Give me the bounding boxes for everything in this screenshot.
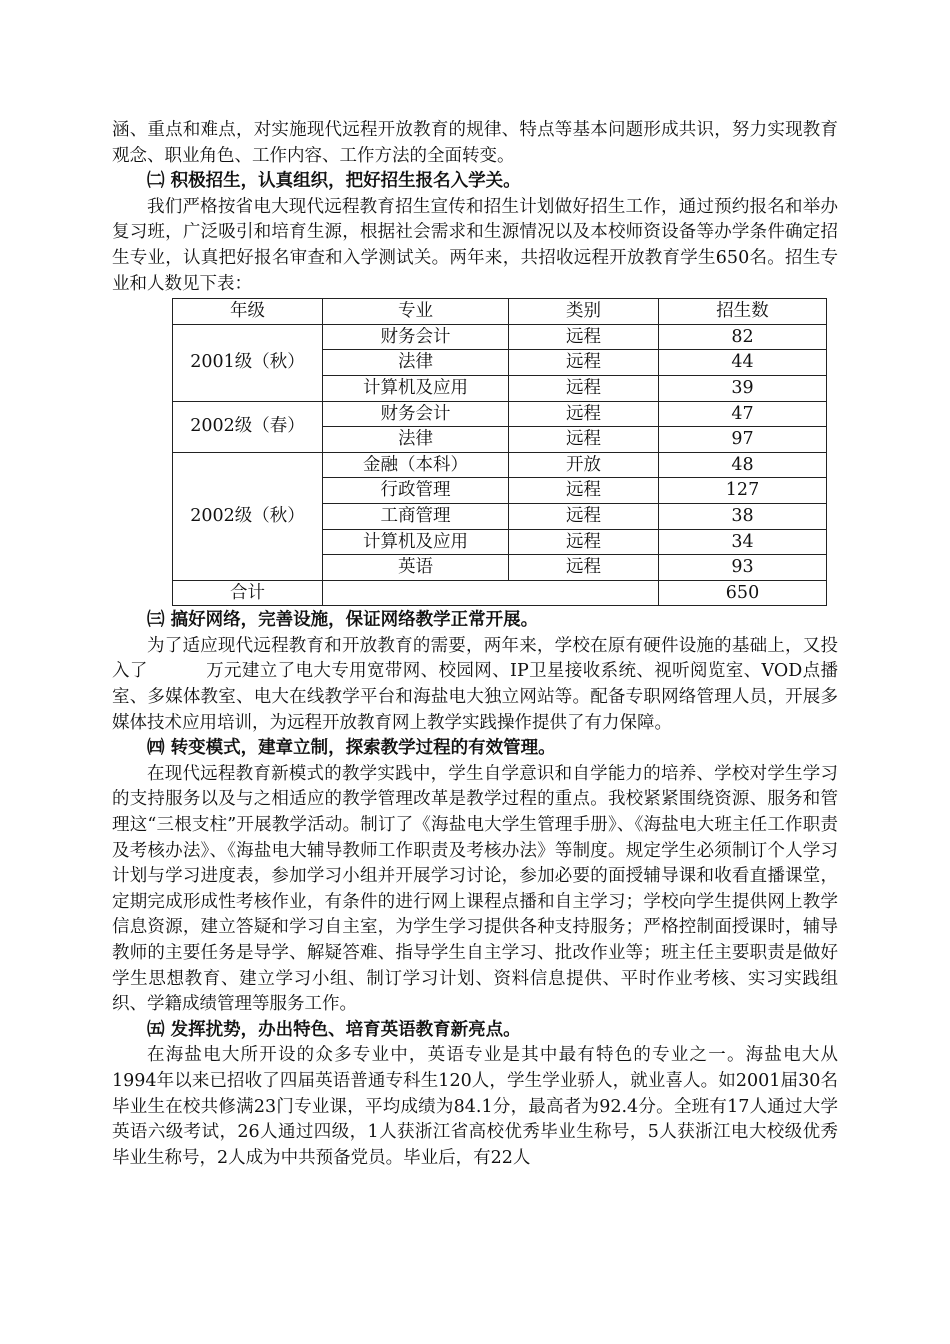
table-row <box>173 324 827 350</box>
major-cell: 工商管理 <box>323 503 509 529</box>
table-row <box>173 401 827 427</box>
enrollment-table-wrapper <box>172 298 838 606</box>
count-cell: 44 <box>659 350 827 376</box>
type-cell: 远程 <box>509 427 659 453</box>
count-cell: 39 <box>659 375 827 401</box>
section-heading-4: ㈣ 转变模式，建章立制，探索教学过程的有效管理。 <box>147 738 556 759</box>
major-cell: 金融（本科） <box>323 452 509 478</box>
header-grade: 年级 <box>173 299 323 325</box>
type-cell: 远程 <box>509 529 659 555</box>
paragraph-3 <box>112 634 838 736</box>
grade-cell: 2002级（春） <box>173 401 323 452</box>
total-value-cell: 650 <box>659 580 827 606</box>
total-empty-cell <box>323 580 659 606</box>
count-cell: 34 <box>659 529 827 555</box>
paragraph-4: 在现代远程教育新模式的教学实践中，学生自学意识和自学能力的培养、学校对学生学习的支持服务以及与之相适应的教学管理改革是教学过程的重点。我校紧紧围绕资源、服务和管理这“三根支柱”开展教学活动。制订了《海盐电大学生管理手册》、《海盐电大班主任工作职责及考核办法》、《海盐电大辅导教师工作职责及考核办法》等制度。规定学生必须制订个人学习计划与学习进度表，参加学习小组并开展学习讨论，参加必要的面授辅导课和收看直播课堂，定期完成形成性考核作业，有条件的进行网上课程点播和自主学习；学校向学生提供网上教学信息资源，建立答疑和学习自主室，为学生学习提供各种支持服务；严格控制面授课时，辅导教师的主要任务是导学、解疑答难、指导学生自主学习、批改作业等；班主任主要职责是做好学生思想教育、建立学习小组、制订学习计划、资料信息提供、平时作业考核、实习实践组织、学籍成绩管理等服务工作。 <box>112 763 838 1015</box>
count-cell: 47 <box>659 401 827 427</box>
count-cell: 82 <box>659 324 827 350</box>
header-type: 类别 <box>509 299 659 325</box>
header-major: 专业 <box>323 299 509 325</box>
type-cell: 远程 <box>509 401 659 427</box>
paragraph-5: 在海盐电大所开设的众多专业中，英语专业是其中最有特色的专业之一。海盐电大从1994年以来已招收了四届英语普通专科生120人，学生学业骄人，就业喜人。如2001届30名毕业生在校共修满23门专业课，平均成绩为84.1分，最高者为92.4分。全班有17人通过大学英语六级考试，26人通过四级，1人获浙江省高校优秀毕业生称号，5人获浙江电大校级优秀毕业生称号，2人成为中共预备党员。毕业后，有22人 <box>112 1045 838 1168</box>
type-cell: 开放 <box>509 452 659 478</box>
paragraph-3-part-b: 万元建立了电大专用宽带网、校园网、IP卫星接收系统、视听阅览室、VOD点播室、多媒体教室、电大在线教学平台和海盐电大独立网站等。配备专职网络管理人员，开展多媒体技术应用培训，为远程开放教育网上教学实践操作提供了有力保障。 <box>112 661 838 733</box>
type-cell: 远程 <box>509 324 659 350</box>
major-cell: 财务会计 <box>323 324 509 350</box>
type-cell: 远程 <box>509 503 659 529</box>
paragraph-1: 涵、重点和难点，对实施现代远程开放教育的规律、特点等基本问题形成共识，努力实现教育观念、职业角色、工作内容、工作方法的全面转变。 <box>112 120 838 166</box>
count-cell: 97 <box>659 427 827 453</box>
type-cell: 远程 <box>509 555 659 581</box>
major-cell: 法律 <box>323 427 509 453</box>
table-header-row <box>173 299 827 325</box>
table-row <box>173 452 827 478</box>
count-cell: 93 <box>659 555 827 581</box>
grade-cell: 2001级（秋） <box>173 324 323 401</box>
major-cell: 财务会计 <box>323 401 509 427</box>
count-cell: 48 <box>659 452 827 478</box>
table-total-row <box>173 580 827 606</box>
document-page <box>112 118 838 1171</box>
grade-cell: 2002级（秋） <box>173 452 323 580</box>
section-heading-3: ㈢ 搞好网络，完善设施，保证网络教学正常开展。 <box>147 610 539 631</box>
major-cell: 计算机及应用 <box>323 529 509 555</box>
total-label-cell: 合计 <box>173 580 323 606</box>
type-cell: 远程 <box>509 350 659 376</box>
major-cell: 法律 <box>323 350 509 376</box>
paragraph-3-part-a: 为了适应现代远程教育和开放教育的需要，两年来，学校在原有硬件设施的基础上，又投入了 <box>112 635 838 682</box>
section-heading-2: ㈡ 积极招生，认真组织，把好招生报名入学关。 <box>147 171 521 192</box>
type-cell: 远程 <box>509 478 659 504</box>
section-heading-5: ㈤ 发挥扰势，办出特色、培育英语教育新亮点。 <box>147 1019 521 1040</box>
major-cell: 计算机及应用 <box>323 375 509 401</box>
count-cell: 127 <box>659 478 827 504</box>
count-cell: 38 <box>659 503 827 529</box>
type-cell: 远程 <box>509 375 659 401</box>
header-count: 招生数 <box>659 299 827 325</box>
enrollment-table <box>172 298 827 606</box>
major-cell: 英语 <box>323 555 509 581</box>
paragraph-2: 我们严格按省电大现代远程教育招生宣传和招生计划做好招生工作，通过预约报名和举办复习班，广泛吸引和培育生源，根据社会需求和生源情况以及本校师资设备等办学条件确定招生专业，认真把好报名审查和入学测试关。两年来，共招收远程开放教育学生650名。招生专业和人数见下表： <box>112 196 838 294</box>
major-cell: 行政管理 <box>323 478 509 504</box>
